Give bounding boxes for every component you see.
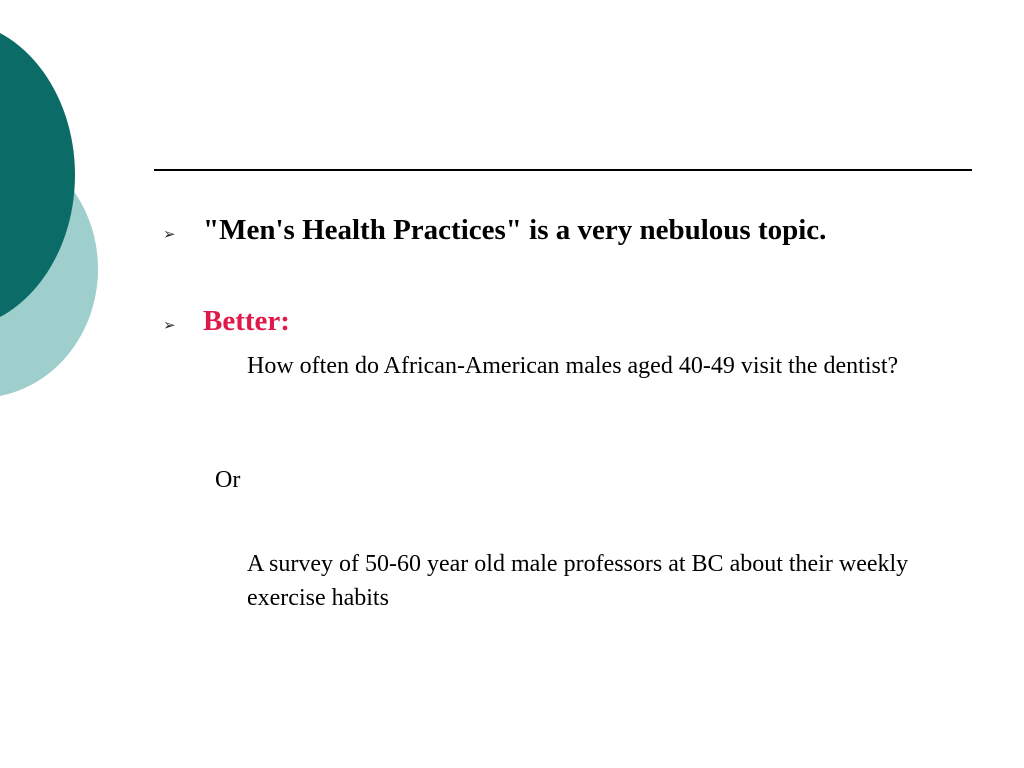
arrow-bullet-icon: ➢	[163, 316, 176, 334]
arrow-bullet-icon: ➢	[163, 225, 176, 243]
bullet-topic	[163, 214, 826, 247]
title-divider	[154, 169, 972, 171]
bullet-topic-text: "Men's Health Practices" is a very nebulous topic.	[203, 214, 827, 246]
connector-or: Or	[215, 467, 241, 493]
bullet-better	[163, 305, 290, 338]
example-dentist: How often do African-American males aged 40-49 visit the dentist?	[247, 353, 899, 379]
bullet-better-text: Better:	[203, 305, 290, 337]
example-exercise: A survey of 50-60 year old male professors at BC about their weekly exercise habits	[247, 551, 909, 611]
